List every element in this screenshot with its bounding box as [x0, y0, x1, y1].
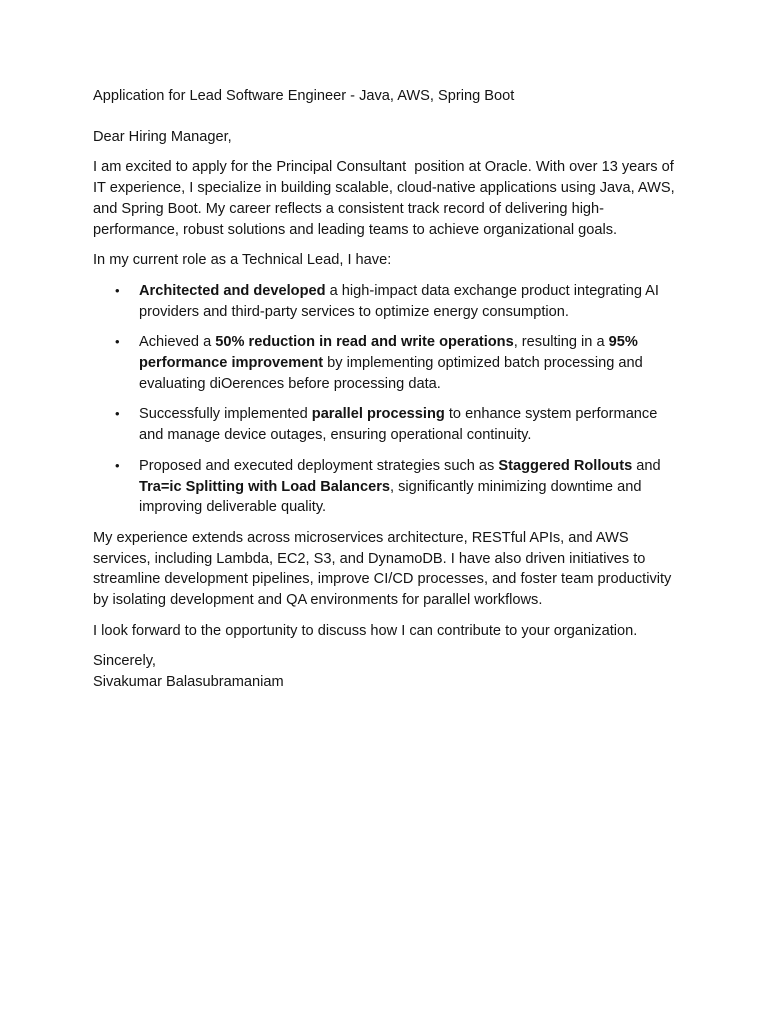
bullet-text: , significantly minimizing downtime and improving deliverable quality.	[139, 478, 642, 516]
bullet-text: a high-impact data exchange product integrating AI providers and third-party services to optimize energy consumption.	[139, 282, 659, 320]
bullet-text: Successfully implemented	[139, 406, 312, 423]
achievement-list	[93, 281, 681, 518]
bullet-bold-text: 95% performance improvement	[139, 334, 638, 372]
cover-letter	[93, 86, 681, 693]
intro-paragraph: I am excited to apply for the Principal Consultant position at Oracle. With over 13 years of IT experience, I specialize in building scalable, cloud-native applications using Java, AWS, and Spring Boot. My career reflects a consistent track record of delivering high-performance, robust solutions and leading teams to achieve organizational goals.	[93, 159, 675, 238]
bullet-icon: •	[115, 406, 120, 422]
list-item	[93, 456, 681, 518]
bullet-icon: •	[115, 334, 120, 350]
bullet-text: Proposed and executed deployment strategies such as	[139, 457, 499, 474]
role-intro: In my current role as a Technical Lead, I have:	[93, 252, 392, 269]
bullet-text: to enhance system performance and manage device outages, ensuring operational continuity.	[139, 406, 658, 444]
subject-line: Application for Lead Software Engineer - Java, AWS, Spring Boot	[93, 88, 515, 104]
experience-paragraph: My experience extends across microservices architecture, RESTful APIs, and AWS services, including Lambda, EC2, S3, and DynamoDB. I have also driven initiatives to streamline development pipelines, improve CI/CD processes, and foster team productivity by isolating development and QA environments for parallel workflows.	[93, 529, 672, 609]
list-item	[93, 281, 681, 322]
bullet-bold-text: Staggered Rollouts	[498, 457, 633, 474]
list-item	[93, 404, 681, 445]
bullet-text: Achieved a	[139, 334, 216, 351]
bullet-bold-text: 50% reduction in read and write operations	[215, 334, 514, 351]
signature-name: Sivakumar Balasubramaniam	[93, 674, 284, 691]
bullet-icon: •	[115, 282, 120, 298]
bullet-text: and	[632, 457, 661, 474]
bullet-bold-text: Architected and developed	[139, 282, 326, 299]
closing-paragraph: I look forward to the opportunity to discuss how I can contribute to your organization.	[93, 622, 638, 639]
bullet-text: , resulting in a	[513, 334, 609, 351]
bullet-bold-text: Tra=ic Splitting with Load Balancers	[139, 478, 390, 495]
salutation: Dear Hiring Manager,	[93, 128, 232, 145]
bullet-bold-text: parallel processing	[311, 406, 445, 423]
signoff: Sincerely,	[93, 653, 156, 670]
bullet-icon: •	[115, 457, 120, 473]
bullet-text: by implementing optimized batch processing and evaluating diOerences before processing data.	[139, 355, 643, 392]
list-item	[93, 332, 681, 394]
